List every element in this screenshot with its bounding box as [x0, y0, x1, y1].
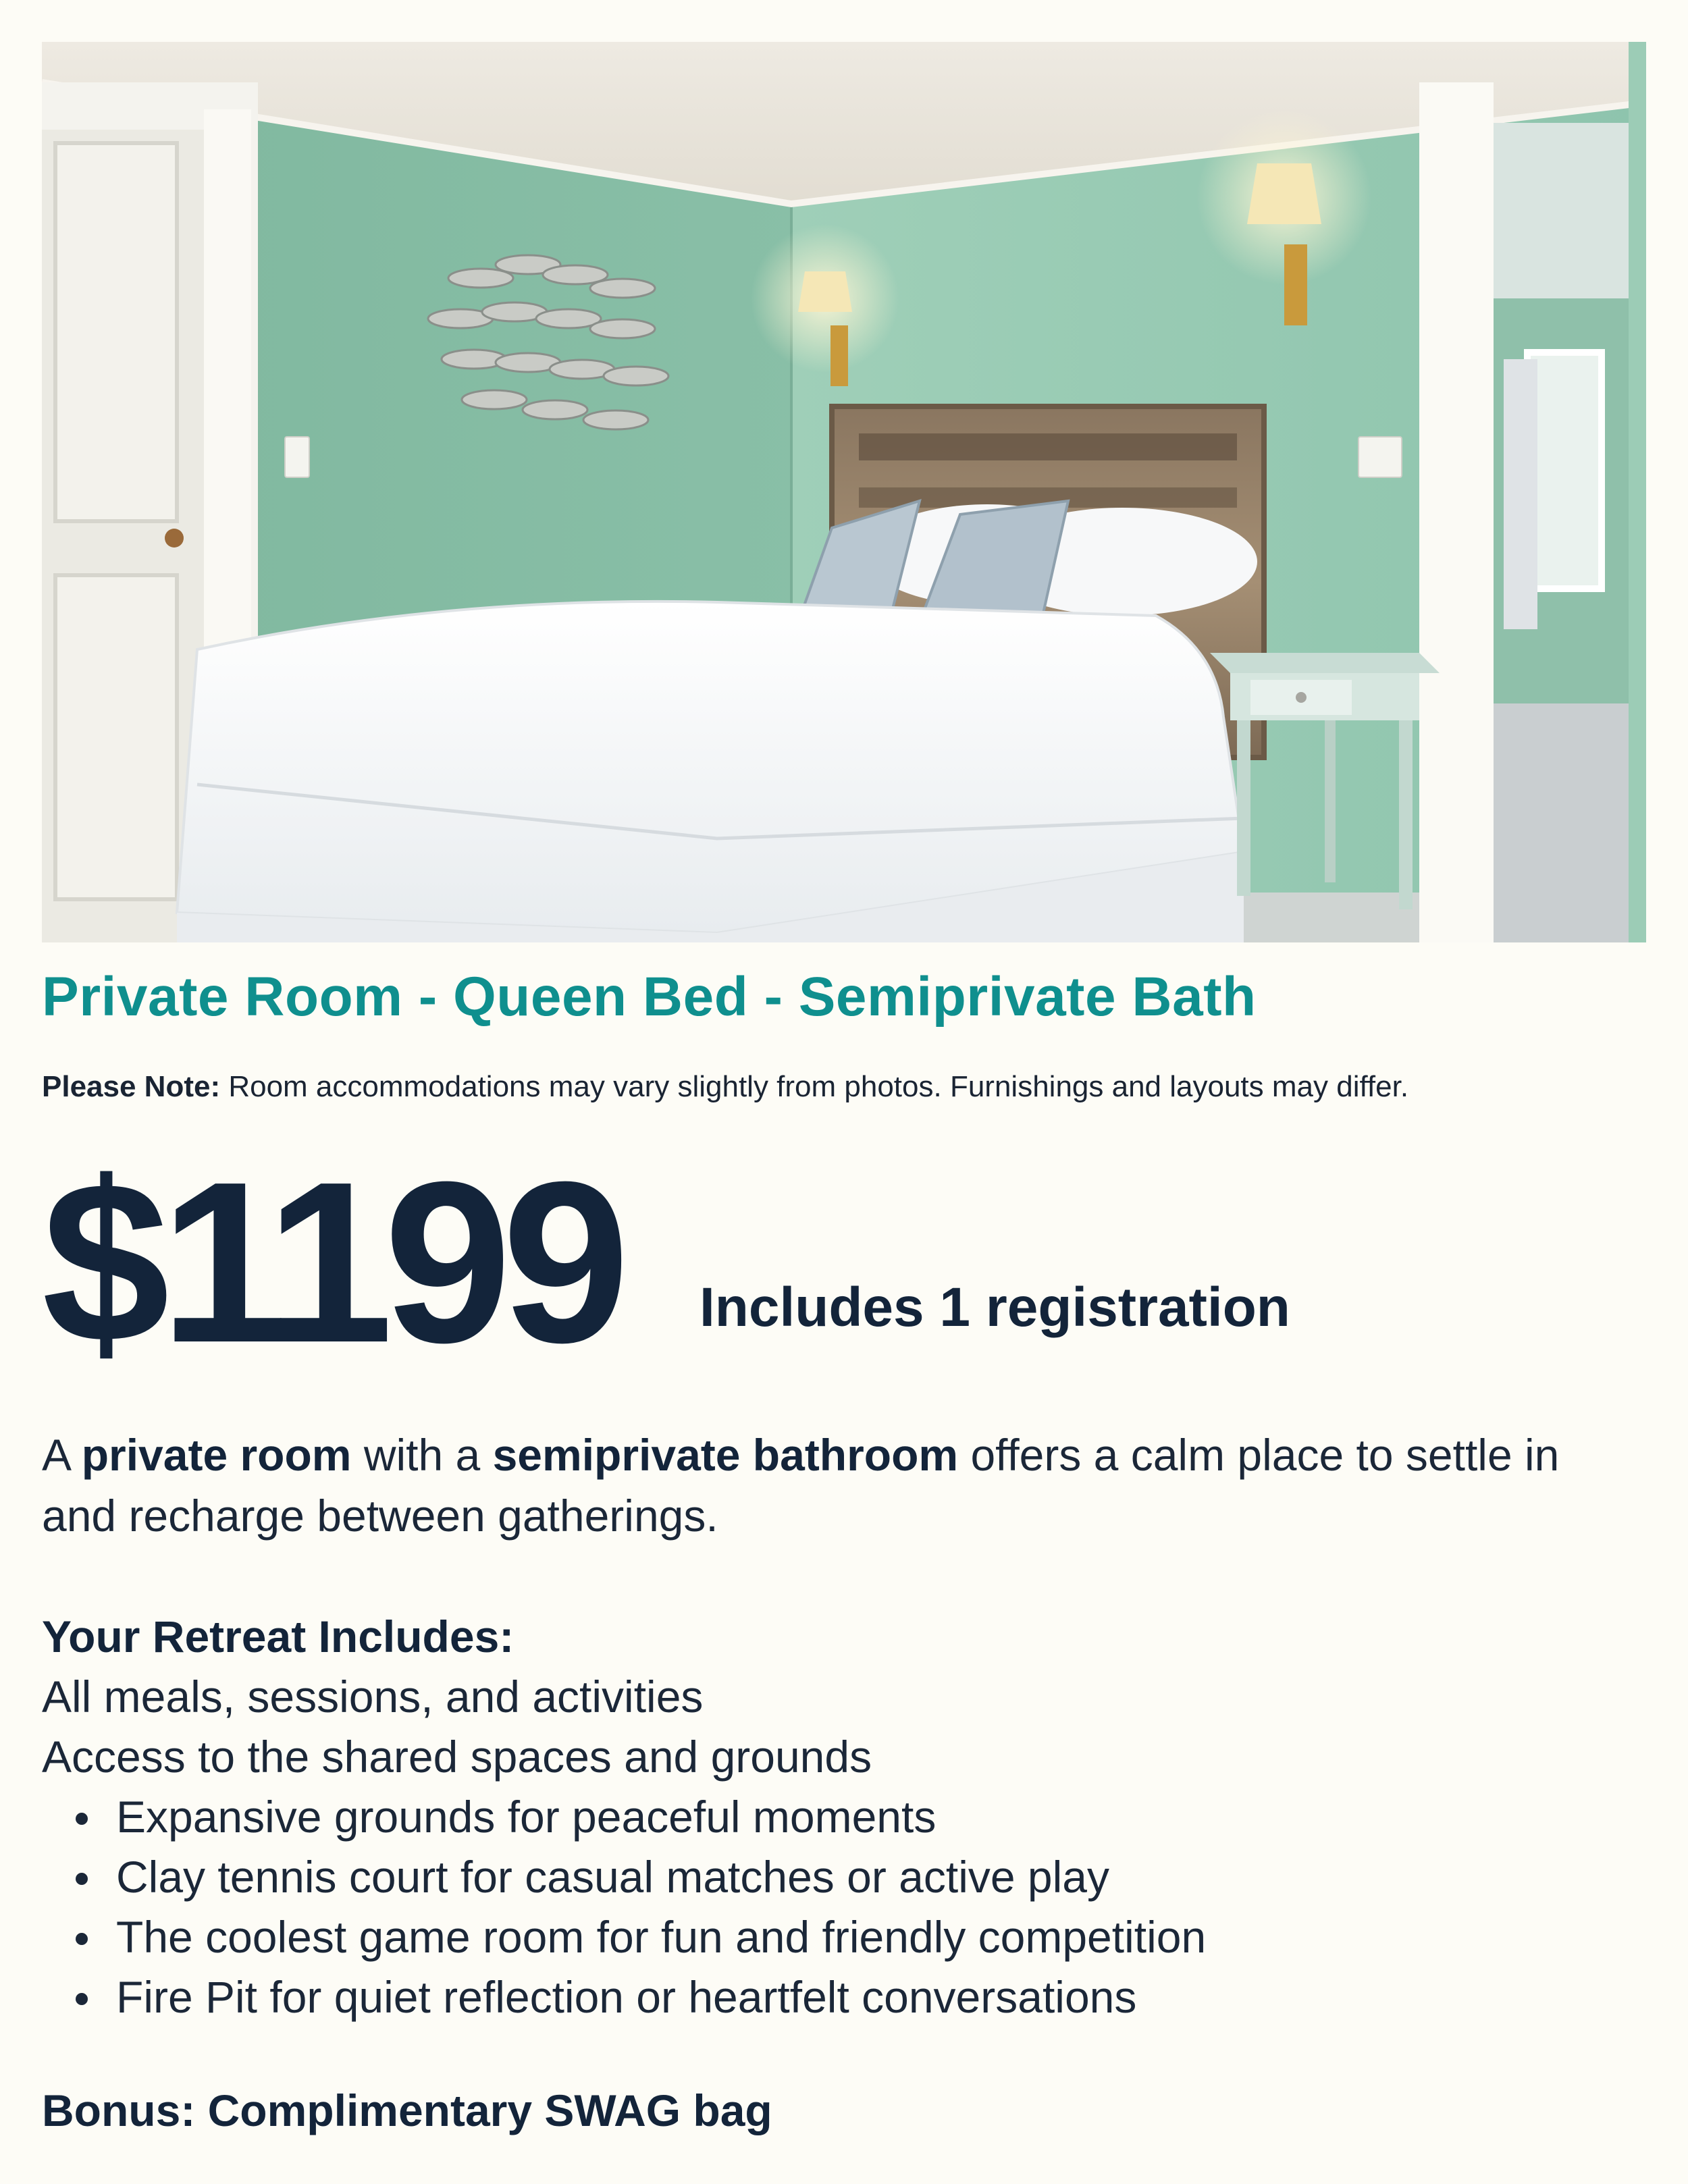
- list-item: Clay tennis court for casual matches or active play: [116, 1847, 1635, 1907]
- desc-part2: with a: [351, 1430, 493, 1480]
- list-item: Fire Pit for quiet reflection or heartfelt conversations: [116, 1967, 1635, 2027]
- list-item: The coolest game room for fun and friendly competition: [116, 1907, 1635, 1967]
- price-includes: Includes 1 registration: [700, 1277, 1290, 1338]
- room-photo: [42, 42, 1646, 942]
- photo-disclaimer: [42, 1070, 1408, 1104]
- bedroom-illustration: [42, 42, 1646, 942]
- note-label: Please Note:: [42, 1070, 221, 1103]
- room-description: [42, 1424, 1635, 1546]
- note-text: Room accommodations may vary slightly from photos. Furnishings and layouts may differ.: [220, 1070, 1409, 1103]
- amenities-list: [42, 1787, 1635, 2027]
- retreat-line-access: Access to the shared spaces and grounds: [42, 1732, 872, 1782]
- bonus-line: Bonus: Complimentary SWAG bag: [42, 2085, 772, 2135]
- retreat-heading: Your Retreat Includes:: [42, 1612, 515, 1661]
- desc-bold-private-room: private room: [81, 1430, 352, 1480]
- room-title: Private Room - Queen Bed - Semiprivate Bath: [42, 966, 1257, 1028]
- desc-part3: offers a calm place to settle in and recharge between gatherings.: [42, 1430, 1560, 1541]
- price: $1199: [42, 1134, 621, 1391]
- retreat-includes: [42, 1607, 1635, 2027]
- retreat-line-meals: All meals, sessions, and activities: [42, 1672, 704, 1722]
- desc-bold-semiprivate-bathroom: semiprivate bathroom: [492, 1430, 959, 1480]
- desc-part1: A: [42, 1430, 82, 1480]
- list-item: Expansive grounds for peaceful moments: [116, 1787, 1635, 1847]
